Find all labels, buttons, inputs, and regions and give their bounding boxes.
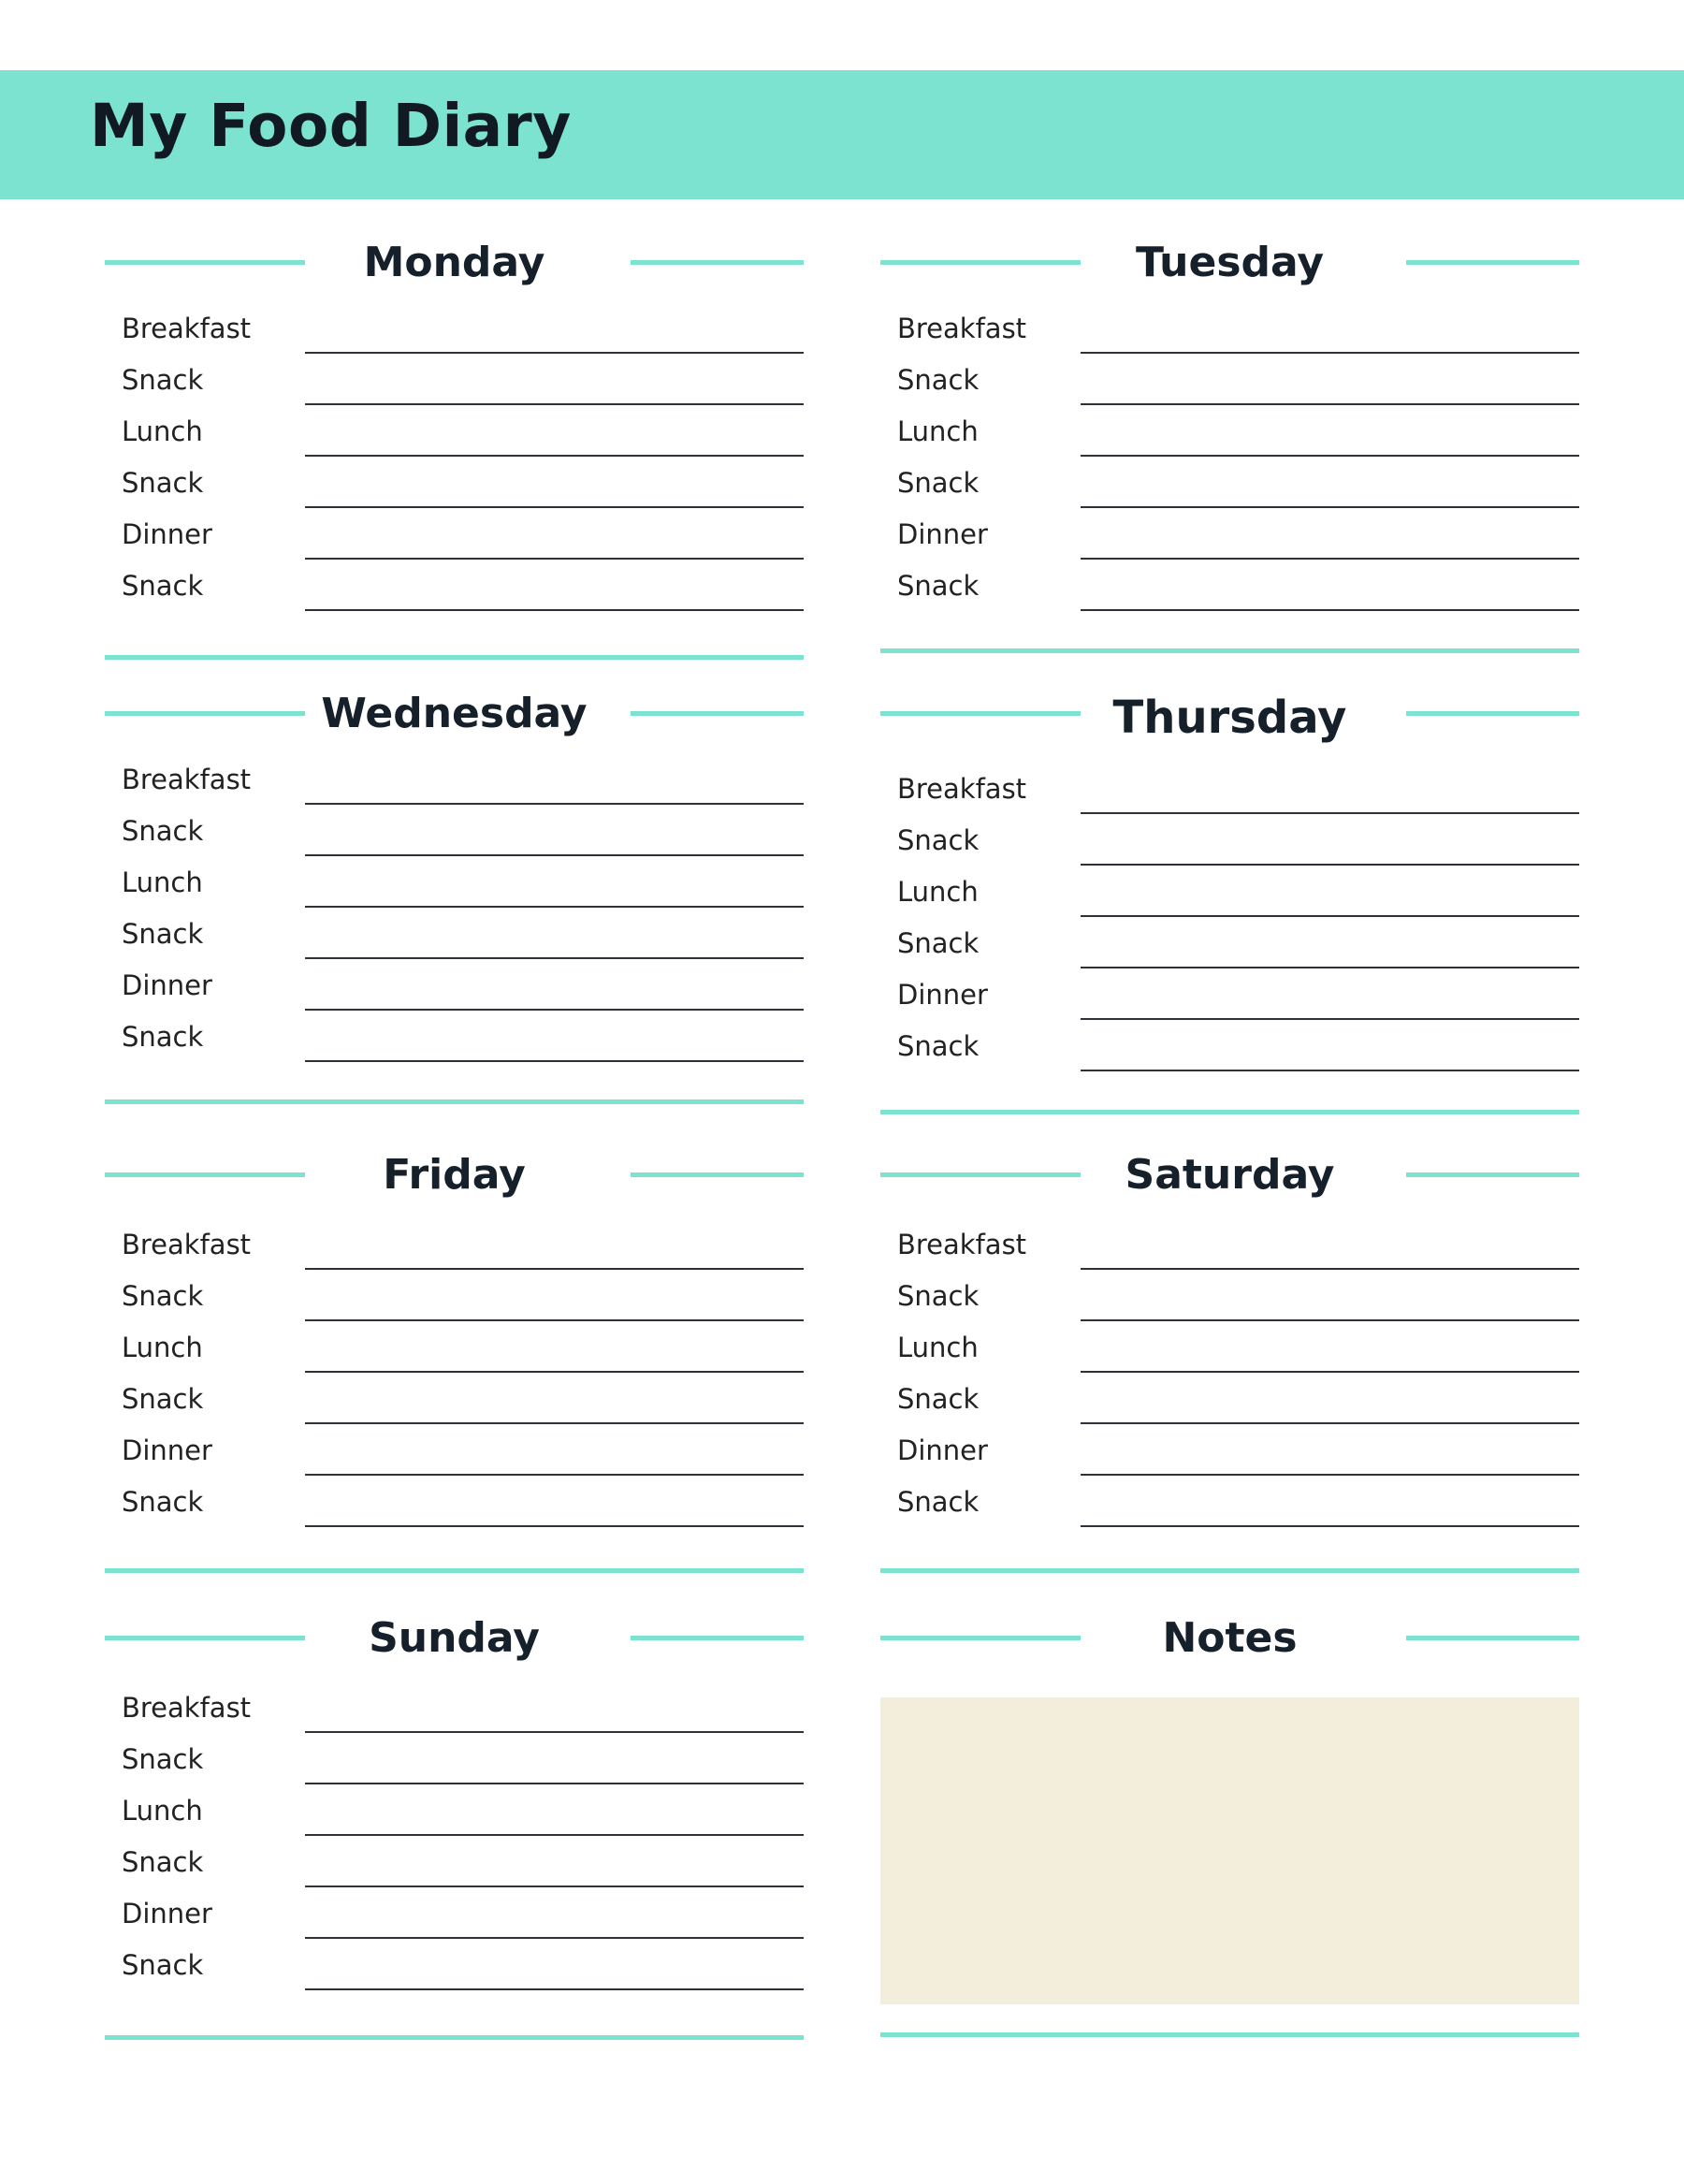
day-section-monday — [105, 229, 804, 611]
meal-row-snack[interactable] — [105, 457, 804, 508]
meal-label: Snack — [122, 1949, 204, 1981]
meal-label: Snack — [122, 1743, 204, 1775]
meal-label: Snack — [122, 815, 204, 847]
meal-label: Breakfast — [122, 1229, 252, 1260]
meal-label: Snack — [897, 927, 980, 959]
meal-row-lunch[interactable] — [880, 1321, 1579, 1373]
day-title-row — [105, 680, 804, 746]
meal-row-dinner[interactable] — [105, 508, 804, 560]
meal-label: Breakfast — [897, 773, 1027, 805]
day-section-thursday — [880, 680, 1579, 1071]
page-title: My Food Diary — [90, 92, 572, 160]
meal-label: Breakfast — [122, 764, 252, 795]
meal-row-breakfast[interactable] — [105, 1218, 804, 1270]
meal-row-snack[interactable] — [880, 1373, 1579, 1424]
notes-title: Notes — [1162, 1614, 1298, 1662]
meal-label: Lunch — [122, 1795, 203, 1827]
day-title: Monday — [363, 239, 545, 286]
section-divider — [105, 2035, 804, 2040]
meal-label: Snack — [897, 1486, 980, 1518]
meal-row-snack[interactable] — [880, 457, 1579, 508]
meal-row-breakfast[interactable] — [880, 763, 1579, 814]
meal-row-snack[interactable] — [880, 1270, 1579, 1321]
meal-label: Lunch — [897, 415, 979, 447]
section-divider — [880, 1110, 1579, 1114]
meal-row-snack[interactable] — [105, 908, 804, 959]
meal-label: Snack — [122, 1383, 204, 1415]
meal-label: Dinner — [122, 969, 212, 1001]
day-title-row — [880, 229, 1579, 295]
meal-row-lunch[interactable] — [105, 1321, 804, 1373]
title-rule-right — [1406, 711, 1579, 716]
meal-label: Lunch — [122, 415, 203, 447]
meal-row-snack[interactable] — [105, 1939, 804, 1990]
meal-label: Snack — [897, 364, 980, 396]
meal-row-snack[interactable] — [880, 1020, 1579, 1071]
meal-row-snack[interactable] — [880, 560, 1579, 611]
entry-line[interactable] — [305, 1988, 804, 1990]
day-section-wednesday — [105, 680, 804, 1062]
meal-row-snack[interactable] — [105, 805, 804, 856]
meal-row-lunch[interactable] — [105, 1784, 804, 1836]
title-rule-right — [631, 711, 804, 716]
meal-row-snack[interactable] — [880, 354, 1579, 405]
entry-line[interactable] — [305, 1525, 804, 1527]
meal-row-lunch[interactable] — [880, 866, 1579, 917]
meal-label: Snack — [897, 570, 980, 602]
day-section-sunday — [105, 1605, 804, 1990]
notes-area[interactable] — [880, 1697, 1579, 2004]
meal-label: Snack — [897, 1383, 980, 1415]
section-divider — [105, 655, 804, 660]
meal-label: Dinner — [897, 979, 988, 1011]
meal-row-snack[interactable] — [880, 1476, 1579, 1527]
meal-label: Snack — [897, 1280, 980, 1312]
meal-label: Snack — [122, 1021, 204, 1053]
meal-row-breakfast[interactable] — [105, 1682, 804, 1733]
day-title-row — [105, 229, 804, 295]
title-rule-right — [631, 260, 804, 265]
meal-row-lunch[interactable] — [105, 405, 804, 457]
day-title: Sunday — [369, 1614, 540, 1662]
meal-row-breakfast[interactable] — [105, 302, 804, 354]
meal-label: Snack — [122, 918, 204, 950]
section-divider — [105, 1568, 804, 1573]
meal-list — [105, 1218, 804, 1527]
day-title-row — [880, 1142, 1579, 1207]
meal-label: Lunch — [122, 866, 203, 898]
meal-label: Snack — [122, 467, 204, 499]
entry-line[interactable] — [1081, 1070, 1579, 1071]
entry-line[interactable] — [1081, 1525, 1579, 1527]
meal-row-breakfast[interactable] — [880, 302, 1579, 354]
notes-section — [880, 1605, 1579, 1670]
meal-label: Dinner — [897, 1434, 988, 1466]
meal-list — [105, 753, 804, 1062]
meal-label: Snack — [897, 467, 980, 499]
entry-line[interactable] — [305, 1060, 804, 1062]
meal-row-dinner[interactable] — [105, 1887, 804, 1939]
meal-label: Lunch — [122, 1332, 203, 1363]
meal-label: Dinner — [122, 518, 212, 550]
meal-list — [880, 763, 1579, 1071]
day-title-row — [880, 680, 1579, 746]
meal-label: Snack — [122, 1280, 204, 1312]
title-rule-right — [631, 1172, 804, 1177]
meal-label: Snack — [122, 1486, 204, 1518]
meal-label: Lunch — [897, 876, 979, 908]
meal-row-snack[interactable] — [105, 1836, 804, 1887]
entry-line[interactable] — [305, 609, 804, 611]
meal-list — [880, 1218, 1579, 1527]
meal-row-dinner[interactable] — [105, 1424, 804, 1476]
day-section-saturday — [880, 1142, 1579, 1527]
title-rule-right — [1406, 260, 1579, 265]
meal-list — [880, 302, 1579, 611]
meal-label: Dinner — [122, 1434, 212, 1466]
meal-row-snack[interactable] — [105, 1733, 804, 1784]
meal-row-breakfast[interactable] — [105, 753, 804, 805]
day-title: Friday — [383, 1151, 526, 1199]
notes-title-row — [880, 1605, 1579, 1670]
title-rule-right — [1406, 1636, 1579, 1640]
meal-label: Snack — [897, 1030, 980, 1062]
meal-row-snack[interactable] — [105, 1270, 804, 1321]
section-divider — [880, 2032, 1579, 2037]
meal-list — [105, 302, 804, 611]
section-divider — [880, 1568, 1579, 1573]
meal-row-snack[interactable] — [105, 1476, 804, 1527]
title-rule-right — [631, 1636, 804, 1640]
meal-label: Breakfast — [897, 313, 1027, 344]
meal-row-dinner[interactable] — [880, 968, 1579, 1020]
day-title: Saturday — [1125, 1151, 1335, 1199]
meal-row-dinner[interactable] — [880, 508, 1579, 560]
day-title: Wednesday — [321, 690, 588, 737]
meal-row-lunch[interactable] — [105, 856, 804, 908]
entry-line[interactable] — [1081, 609, 1579, 611]
meal-label: Snack — [122, 364, 204, 396]
meal-row-snack[interactable] — [105, 354, 804, 405]
meal-row-dinner[interactable] — [105, 959, 804, 1011]
day-section-friday — [105, 1142, 804, 1527]
meal-label: Breakfast — [122, 1692, 252, 1724]
meal-label: Snack — [122, 570, 204, 602]
meal-label: Snack — [897, 824, 980, 856]
meal-row-breakfast[interactable] — [880, 1218, 1579, 1270]
meal-row-snack[interactable] — [880, 814, 1579, 866]
meal-label: Breakfast — [897, 1229, 1027, 1260]
day-title-row — [105, 1605, 804, 1670]
meal-row-snack[interactable] — [105, 1011, 804, 1062]
day-section-tuesday — [880, 229, 1579, 611]
meal-list — [105, 1682, 804, 1990]
section-divider — [105, 1099, 804, 1104]
meal-row-snack[interactable] — [880, 917, 1579, 968]
day-title: Thursday — [1112, 692, 1347, 744]
meal-row-snack[interactable] — [105, 560, 804, 611]
day-title: Tuesday — [1135, 239, 1325, 286]
day-title-row — [105, 1142, 804, 1207]
meal-label: Dinner — [122, 1898, 212, 1929]
section-divider — [880, 648, 1579, 653]
meal-row-snack[interactable] — [105, 1373, 804, 1424]
meal-row-dinner[interactable] — [880, 1424, 1579, 1476]
title-rule-right — [1406, 1172, 1579, 1177]
meal-label: Lunch — [897, 1332, 979, 1363]
meal-label: Breakfast — [122, 313, 252, 344]
meal-label: Dinner — [897, 518, 988, 550]
meal-label: Snack — [122, 1846, 204, 1878]
meal-row-lunch[interactable] — [880, 405, 1579, 457]
